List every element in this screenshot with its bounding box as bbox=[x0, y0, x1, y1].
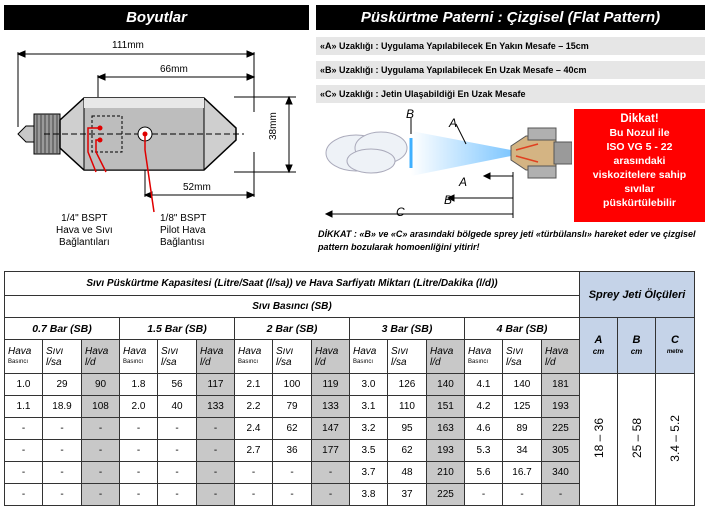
col-havald-label: Hava bbox=[545, 345, 569, 357]
table-cell: - bbox=[120, 418, 158, 440]
table-cell: 48 bbox=[388, 462, 427, 484]
table-cell: 3.0 bbox=[350, 374, 388, 396]
table-cell: 2.4 bbox=[235, 418, 273, 440]
col-hava-pressure-3 bbox=[350, 340, 388, 374]
pressure-title: Sıvı Basıncı (SB) bbox=[5, 296, 580, 318]
jet-col-c-letter: C bbox=[671, 333, 679, 346]
jet-value-b bbox=[618, 374, 656, 506]
table-cell: - bbox=[158, 440, 197, 462]
table-cell: 193 bbox=[542, 396, 580, 418]
table-cell: 3.5 bbox=[350, 440, 388, 462]
table-cell: 210 bbox=[427, 462, 465, 484]
jet-value-text: 3.4 – 5.2 bbox=[668, 414, 682, 462]
table-cell: 1.0 bbox=[5, 374, 43, 396]
table-cell: 133 bbox=[312, 396, 350, 418]
port2-line3: Bağlantısı bbox=[160, 237, 205, 248]
table-cell: 95 bbox=[388, 418, 427, 440]
port-air-liquid-label bbox=[56, 213, 113, 249]
col-sivi-label: Sıvı bbox=[161, 345, 179, 357]
port-pilot-air-label bbox=[160, 213, 206, 249]
table-cell: 2.2 bbox=[235, 396, 273, 418]
col-hava-pressure-4 bbox=[465, 340, 503, 374]
jet-col-b-letter: B bbox=[632, 333, 641, 346]
warning-line-6: sıvılar bbox=[624, 183, 655, 195]
col-hava-small: Basıncı bbox=[8, 358, 29, 365]
table-cell: 110 bbox=[388, 396, 427, 418]
table-cell: 140 bbox=[503, 374, 542, 396]
table-cell: - bbox=[158, 418, 197, 440]
capacity-table bbox=[4, 271, 695, 506]
table-cell: 140 bbox=[427, 374, 465, 396]
table-cell: 3.2 bbox=[350, 418, 388, 440]
col-liquid-flow-1 bbox=[158, 340, 197, 374]
col-hava-label: Hava bbox=[123, 345, 147, 357]
table-cell: - bbox=[235, 462, 273, 484]
table-cell: 1.8 bbox=[120, 374, 158, 396]
dim-overall: 111mm bbox=[112, 40, 144, 51]
bar-header-3: 3 Bar (SB) bbox=[350, 318, 465, 340]
table-cell: 126 bbox=[388, 374, 427, 396]
distance-a: «A» Uzaklığı : Uygulama Yapılabilecek En Yakın Mesafe – 15cm bbox=[316, 37, 705, 55]
viscosity-warning bbox=[574, 109, 705, 222]
col-havald-label: Hava bbox=[315, 345, 339, 357]
jet-col-b-unit: cm bbox=[630, 346, 643, 356]
col-sivi-label: Sıvı bbox=[391, 345, 409, 357]
port1-line3: Bağlantıları bbox=[59, 237, 110, 248]
table-cell: 40 bbox=[158, 396, 197, 418]
table-cell: 100 bbox=[273, 374, 312, 396]
dim-lower: 52mm bbox=[183, 182, 211, 193]
distance-c: «C» Uzaklığı : Jetin Ulaşabildiği En Uzak Mesafe bbox=[316, 85, 705, 103]
table-cell: 2.1 bbox=[235, 374, 273, 396]
table-cell: - bbox=[5, 484, 43, 506]
table-cell: 2.7 bbox=[235, 440, 273, 462]
table-cell: - bbox=[503, 484, 542, 506]
spray-pattern-header: Püskürtme Paterni : Çizgisel (Flat Pattern) bbox=[316, 5, 705, 30]
table-cell: 5.3 bbox=[465, 440, 503, 462]
table-cell: - bbox=[197, 484, 235, 506]
table-cell: - bbox=[43, 484, 82, 506]
col-air-flow-2 bbox=[312, 340, 350, 374]
col-liquid-flow-3 bbox=[388, 340, 427, 374]
col-hava-label: Hava bbox=[238, 345, 262, 357]
col-air-flow-1 bbox=[197, 340, 235, 374]
table-cell: - bbox=[120, 484, 158, 506]
table-cell: 79 bbox=[273, 396, 312, 418]
bar-header-1: 1.5 Bar (SB) bbox=[120, 318, 235, 340]
col-havald-unit: l/d bbox=[430, 356, 441, 368]
jet-col-c bbox=[656, 318, 695, 374]
col-havald-label: Hava bbox=[430, 345, 454, 357]
table-cell: 29 bbox=[43, 374, 82, 396]
table-cell: - bbox=[197, 440, 235, 462]
table-cell: 62 bbox=[388, 440, 427, 462]
table-cell: - bbox=[273, 462, 312, 484]
col-liquid-flow-4 bbox=[503, 340, 542, 374]
table-cell: - bbox=[465, 484, 503, 506]
col-sivi-unit: l/sa bbox=[276, 356, 292, 368]
table-cell: - bbox=[542, 484, 580, 506]
col-hava-label: Hava bbox=[468, 345, 492, 357]
jet-dimensions-header: Sprey Jeti Ölçüleri bbox=[580, 272, 695, 318]
table-cell: 90 bbox=[82, 374, 120, 396]
jet-col-a-letter: A bbox=[594, 333, 603, 346]
table-cell: - bbox=[158, 462, 197, 484]
col-sivi-label: Sıvı bbox=[276, 345, 294, 357]
jet-col-b bbox=[618, 318, 656, 374]
col-air-flow-4 bbox=[542, 340, 580, 374]
col-liquid-flow-0 bbox=[43, 340, 82, 374]
table-cell: - bbox=[82, 440, 120, 462]
col-sivi-label: Sıvı bbox=[506, 345, 524, 357]
table-cell: - bbox=[197, 418, 235, 440]
table-row bbox=[5, 374, 695, 396]
table-cell: 117 bbox=[197, 374, 235, 396]
spray-label-a-top: A bbox=[449, 116, 458, 130]
bar-header-2: 2 Bar (SB) bbox=[235, 318, 350, 340]
spray-label-a: A bbox=[459, 175, 468, 189]
warning-line-3: ISO VG 5 - 22 bbox=[606, 141, 673, 153]
table-cell: - bbox=[43, 418, 82, 440]
jet-col-a bbox=[580, 318, 618, 374]
jet-value-a bbox=[580, 374, 618, 506]
table-cell: 56 bbox=[158, 374, 197, 396]
col-hava-small: Basıncı bbox=[353, 358, 374, 365]
table-cell: - bbox=[197, 462, 235, 484]
col-sivi-unit: l/sa bbox=[161, 356, 177, 368]
col-havald-unit: l/d bbox=[545, 356, 556, 368]
table-cell: 3.8 bbox=[350, 484, 388, 506]
table-cell: - bbox=[82, 418, 120, 440]
table-cell: 89 bbox=[503, 418, 542, 440]
col-hava-label: Hava bbox=[353, 345, 377, 357]
spray-label-b-top: B bbox=[406, 107, 415, 121]
table-cell: 133 bbox=[197, 396, 235, 418]
col-havald-unit: l/d bbox=[85, 356, 96, 368]
port2-line2: Pilot Hava bbox=[160, 225, 206, 236]
warning-line-5: viskozitelere sahip bbox=[592, 169, 687, 181]
dimensions-header: Boyutlar bbox=[4, 5, 309, 30]
port2-line1: 1/8" BSPT bbox=[160, 213, 207, 224]
col-havald-label: Hava bbox=[85, 345, 109, 357]
col-hava-small: Basıncı bbox=[123, 358, 144, 365]
table-cell: 4.6 bbox=[465, 418, 503, 440]
table-cell: - bbox=[235, 484, 273, 506]
table-cell: 225 bbox=[542, 418, 580, 440]
table-cell: 147 bbox=[312, 418, 350, 440]
col-havald-label: Hava bbox=[200, 345, 224, 357]
table-cell: - bbox=[312, 462, 350, 484]
table-cell: - bbox=[82, 484, 120, 506]
col-hava-label: Hava bbox=[8, 345, 32, 357]
warning-line-7: püskürtülebilir bbox=[603, 197, 676, 209]
col-hava-pressure-0 bbox=[5, 340, 43, 374]
table-cell: - bbox=[120, 440, 158, 462]
dim-height: 38mm bbox=[268, 112, 279, 140]
jet-col-c-unit: metre bbox=[666, 348, 684, 355]
table-cell: 181 bbox=[542, 374, 580, 396]
col-sivi-unit: l/sa bbox=[506, 356, 522, 368]
table-cell: - bbox=[273, 484, 312, 506]
spray-label-c: C bbox=[396, 205, 405, 219]
warning-line-2: Bu Nozul ile bbox=[609, 127, 670, 139]
table-cell: 36 bbox=[273, 440, 312, 462]
col-havald-unit: l/d bbox=[315, 356, 326, 368]
warning-line-4: arasındaki bbox=[613, 155, 666, 167]
col-air-flow-3 bbox=[427, 340, 465, 374]
warning-line-1: Dikkat! bbox=[620, 113, 659, 125]
table-cell: 3.7 bbox=[350, 462, 388, 484]
table-cell: 193 bbox=[427, 440, 465, 462]
bar-header-0: 0.7 Bar (SB) bbox=[5, 318, 120, 340]
port1-line1: 1/4" BSPT bbox=[61, 213, 108, 224]
table-cell: 119 bbox=[312, 374, 350, 396]
col-sivi-unit: l/sa bbox=[46, 356, 62, 368]
nozzle-dimension-drawing bbox=[4, 32, 309, 264]
port1-line2: Hava ve Sıvı bbox=[56, 225, 113, 236]
table-cell: 108 bbox=[82, 396, 120, 418]
col-hava-pressure-1 bbox=[120, 340, 158, 374]
jet-value-text: 25 – 58 bbox=[629, 417, 644, 459]
table-cell: 340 bbox=[542, 462, 580, 484]
table-title: Sıvı Püskürtme Kapasitesi (Litre/Saat (l/sa)) ve Hava Sarfiyatı Miktarı (Litre/Dakika (l/d)) bbox=[5, 272, 580, 296]
table-cell: 37 bbox=[388, 484, 427, 506]
table-cell: 34 bbox=[503, 440, 542, 462]
col-liquid-flow-2 bbox=[273, 340, 312, 374]
table-cell: 62 bbox=[273, 418, 312, 440]
jet-value-text: 18 – 36 bbox=[591, 417, 606, 459]
table-cell: - bbox=[5, 418, 43, 440]
table-cell: - bbox=[5, 440, 43, 462]
table-cell: 225 bbox=[427, 484, 465, 506]
table-cell: 3.1 bbox=[350, 396, 388, 418]
table-cell: 305 bbox=[542, 440, 580, 462]
col-hava-small: Basıncı bbox=[238, 358, 259, 365]
table-cell: 177 bbox=[312, 440, 350, 462]
col-havald-unit: l/d bbox=[200, 356, 211, 368]
distance-b: «B» Uzaklığı : Uygulama Yapılabilecek En Uzak Mesafe – 40cm bbox=[316, 61, 705, 79]
bar-header-4: 4 Bar (SB) bbox=[465, 318, 580, 340]
table-cell: - bbox=[312, 484, 350, 506]
table-cell: 125 bbox=[503, 396, 542, 418]
dim-mid: 66mm bbox=[160, 64, 188, 75]
table-cell: - bbox=[43, 440, 82, 462]
jet-value-c bbox=[656, 374, 695, 506]
table-cell: 2.0 bbox=[120, 396, 158, 418]
table-cell: - bbox=[82, 462, 120, 484]
table-cell: 1.1 bbox=[5, 396, 43, 418]
col-sivi-label: Sıvı bbox=[46, 345, 64, 357]
table-cell: 4.1 bbox=[465, 374, 503, 396]
jet-col-a-unit: cm bbox=[592, 346, 605, 356]
table-cell: 5.6 bbox=[465, 462, 503, 484]
col-sivi-unit: l/sa bbox=[391, 356, 407, 368]
table-cell: 18.9 bbox=[43, 396, 82, 418]
table-cell: - bbox=[43, 462, 82, 484]
col-air-flow-0 bbox=[82, 340, 120, 374]
table-cell: 163 bbox=[427, 418, 465, 440]
table-cell: - bbox=[5, 462, 43, 484]
col-hava-small: Basıncı bbox=[468, 358, 489, 365]
table-cell: 16.7 bbox=[503, 462, 542, 484]
spray-label-b: B bbox=[444, 193, 453, 207]
table-body bbox=[5, 374, 695, 506]
table-cell: - bbox=[120, 462, 158, 484]
col-hava-pressure-2 bbox=[235, 340, 273, 374]
table-cell: - bbox=[158, 484, 197, 506]
turbulence-note: DİKKAT : «B» ve «C» arasındaki bölgede sprey jeti «türbülanslı» hareket eder ve çizgisel pattern bozularak homoenliğini yitirir! bbox=[318, 229, 696, 252]
table-cell: 151 bbox=[427, 396, 465, 418]
table-cell: 4.2 bbox=[465, 396, 503, 418]
